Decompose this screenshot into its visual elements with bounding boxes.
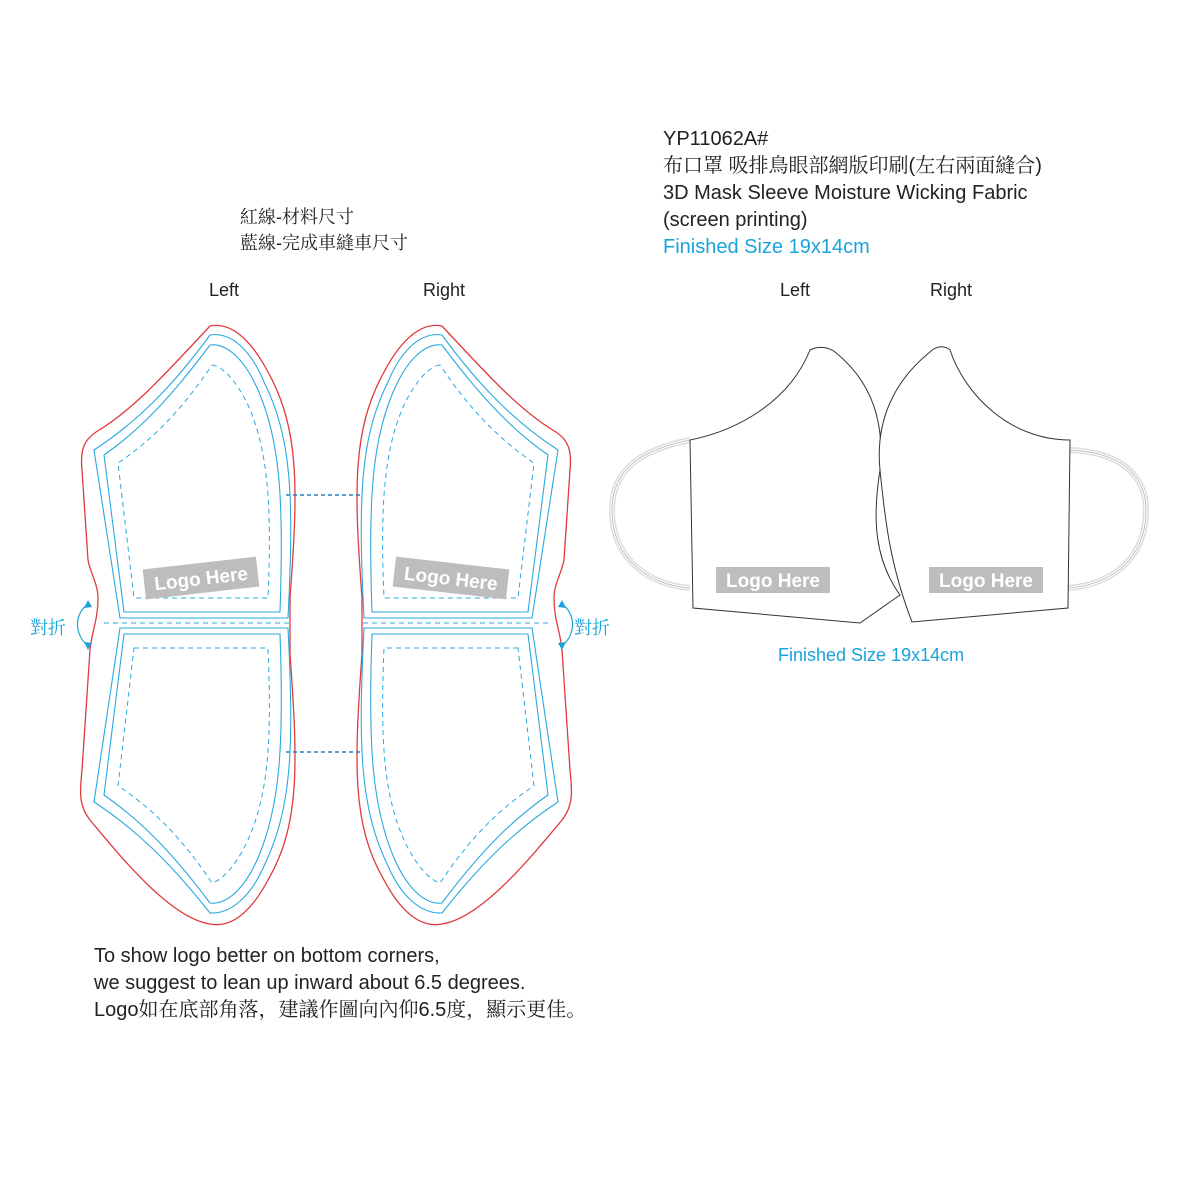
- fold-label-left: 對折: [30, 618, 66, 638]
- legend-red-line: 紅線-材料尺寸: [240, 207, 354, 227]
- mask-logo-right-text: Logo Here: [939, 571, 1033, 592]
- mask-logo-left-text: Logo Here: [726, 571, 820, 592]
- pattern-left-label: Left: [209, 280, 240, 300]
- fold-arrow-left: [78, 600, 93, 650]
- pattern-right-label: Right: [423, 280, 466, 300]
- note-line-2: we suggest to lean up inward about 6.5 degrees.: [94, 972, 526, 994]
- fold-arrow-right: [558, 600, 573, 650]
- ear-loop-right: [1068, 450, 1146, 588]
- product-name-en-2: (screen printing): [663, 209, 808, 231]
- product-name-cn: 布口罩 吸排鳥眼部網版印刷(左右兩面縫合): [663, 155, 1042, 177]
- pattern-logo-right-text: Logo Here: [402, 563, 499, 596]
- fold-label-right: 對折: [574, 618, 610, 638]
- pattern-logo-left-text: Logo Here: [153, 563, 250, 596]
- mask-finished-size: Finished Size 19x14cm: [778, 645, 965, 665]
- product-code: YP11062A#: [663, 128, 769, 150]
- pattern-logo-right: [393, 557, 510, 600]
- product-finished-size: Finished Size 19x14cm: [663, 236, 870, 258]
- mask-right-label: Right: [930, 280, 973, 300]
- ear-loop-left: [612, 440, 690, 588]
- product-name-en-1: 3D Mask Sleeve Moisture Wicking Fabric: [663, 182, 1028, 204]
- pattern-piece-right: [357, 325, 572, 924]
- note-line-1: To show logo better on bottom corners,: [94, 945, 440, 967]
- note-line-3: Logo如在底部角落，建議作圖向內仰6.5度，顯示更佳。: [94, 999, 587, 1021]
- legend-blue-line: 藍線-完成車縫車尺寸: [240, 233, 408, 253]
- mask-left-label: Left: [780, 280, 811, 300]
- pattern-logo-left: [143, 557, 260, 600]
- pattern-piece-left: [80, 325, 295, 924]
- finished-mask: [612, 347, 1146, 623]
